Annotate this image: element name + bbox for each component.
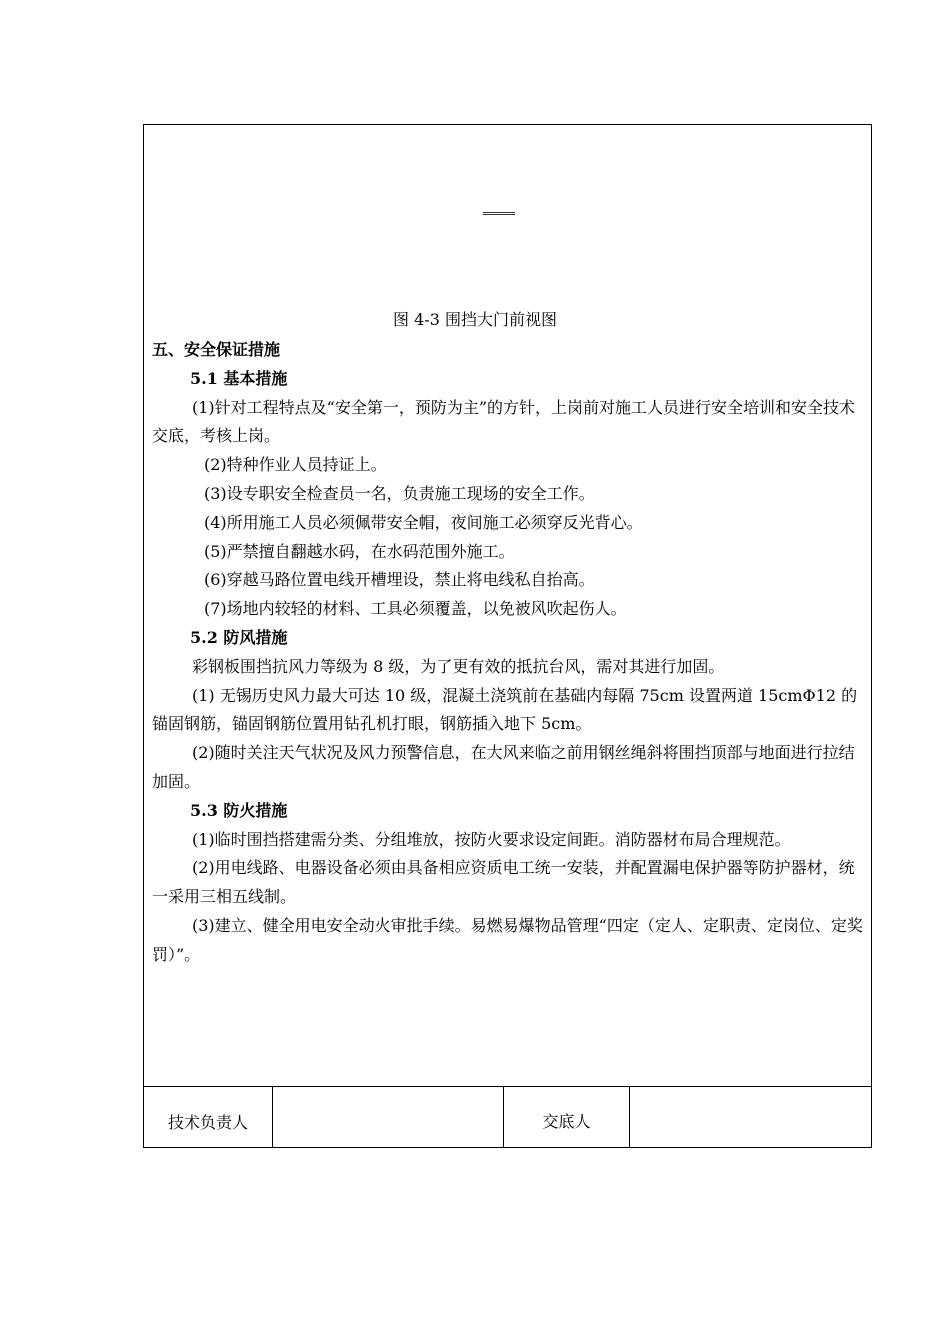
list-item: (7)场地内较轻的材料、工具必须覆盖，以免被风吹起伤人。 (204, 599, 627, 619)
tech-lead-signature-field[interactable] (273, 1087, 504, 1147)
list-item: (1)针对工程特点及“安全第一，预防为主”的方针，上岗前对施工人员进行安全培训和安全技术交底，考核上岗。 (152, 397, 856, 446)
discloser-label: 交底人 (504, 1087, 630, 1147)
list-item: (1)临时围挡搭建需分类、分组堆放，按防火要求设定间距。消防器材布局合理规范。 (192, 829, 791, 849)
list-item: (1) 无锡历史风力最大可达 10 级，混凝土浇筑前在基础内每隔 75cm 设置两道 15cmΦ12 的锚固钢筋，锚固钢筋位置用钻孔机打眼，钢筋插入地下 5cm。 (152, 685, 858, 734)
figure-caption: 图 4-3 围挡大门前视图 (393, 310, 557, 329)
list-item: (6)穿越马路位置电线开槽埋设，禁止将电线私自抬高。 (204, 570, 595, 590)
list-item: (2)随时关注天气状况及风力预警信息，在大风来临之前用钢丝绳斜将围挡顶部与地面进行拉结加固。 (152, 743, 855, 791)
subsection-title: 5.1 基本措施 (190, 368, 288, 388)
list-item: (4)所用施工人员必须佩带安全帽，夜间施工必须穿反光背心。 (204, 512, 643, 532)
subsection-title: 5.2 防风措施 (190, 627, 288, 647)
figure-image-placeholder (483, 212, 515, 215)
section-title: 五、安全保证措施 (152, 340, 281, 359)
tech-lead-label: 技术负责人 (144, 1087, 273, 1147)
subsection-title: 5.3 防火措施 (190, 800, 288, 820)
list-item: (2)用电线路、电器设备必须由具备相应资质电工统一安装，并配置漏电保护器等防护器材，统一采用三相五线制。 (152, 858, 855, 907)
document-body (152, 336, 864, 970)
list-item: 彩钢板围挡抗风力等级为 8 级，为了更有效的抵抗台风，需对其进行加固。 (192, 656, 725, 676)
list-item: (2)特种作业人员持证上。 (204, 455, 387, 475)
list-item: (3)建立、健全用电安全动火审批手续。易燃易爆物品管理“四定（定人、定职责、定岗位、定奖罚）”。 (152, 915, 863, 964)
list-item: (5)严禁擅自翻越水码，在水码范围外施工。 (204, 541, 515, 561)
discloser-signature-field[interactable] (630, 1087, 871, 1147)
list-item: (3)设专职安全检查员一名，负责施工现场的安全工作。 (204, 483, 595, 503)
signature-row (143, 1086, 872, 1148)
